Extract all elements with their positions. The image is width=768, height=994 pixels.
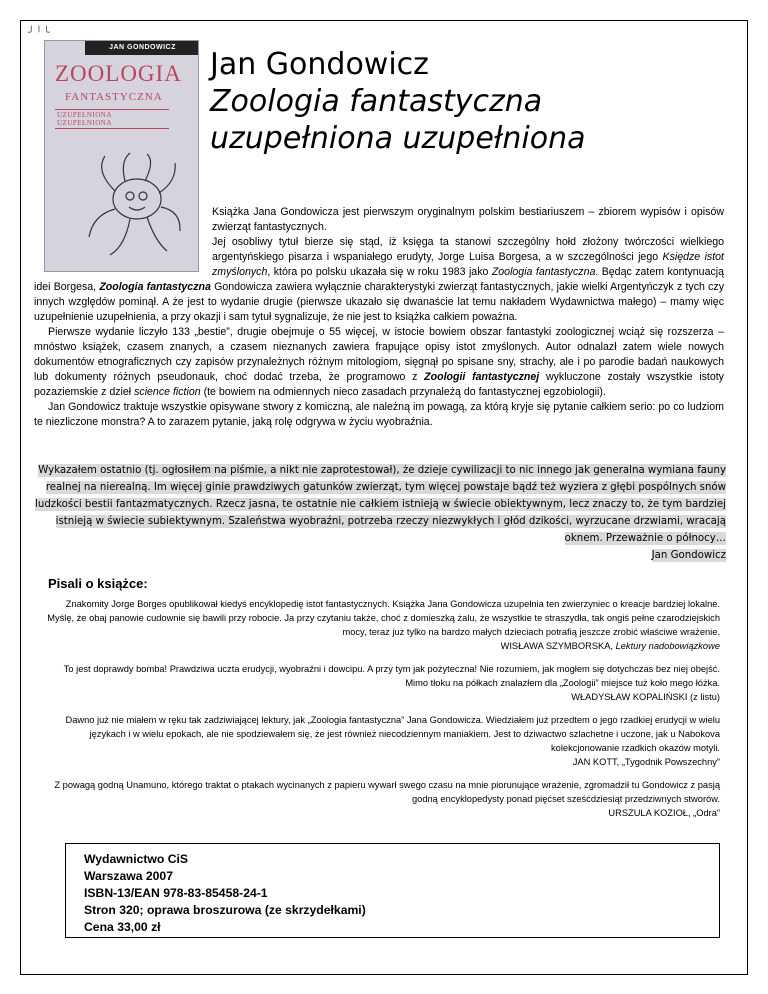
- review-text: To jest doprawdy bomba! Prawdziwa uczta erudycji, wyobraźni i dowcipu. A przy tym jak pożyteczna! Nie rozumiem, jak mogłem się dotychczas bez niej obejść. Mimo tłoku na półkach znalazłem dla „Zoologii” miejsce tuż koło mego łóżka.: [63, 664, 720, 688]
- publisher-price: Cena 33,00 zł: [84, 920, 161, 934]
- paragraph-2: Jej osobliwy tytuł bierze się stąd, iż księga ta stanowi szczególny hołd złożony twórczości wielkiego argentyńskiego pisarza i wspaniałego erudyty, Jorge Luisa Borgesa, a w szczególności jego Księdze istot zmyślonych, która po polsku ukazała się w roku 1983 jako Zoologia fantastyczna. Będąc zatem kontynuacją idei Borgesa, Zoologia fantastyczna Gondowicza zawiera wyłącznie charakterystyki zwierząt fantastycznych, jakie wielki Argentyńczyk z tych czy innych względów pominął. A że jest to wydanie drugie (pierwsze ukazało się dwanaście lat temu nakładem Wydawnictwa małego) – mamy więc uzupełnienie uzupełnienia, a przy okazji i sam tytuł sygnalizuje, że nie jest to książka całkiem poważna.: [34, 236, 725, 323]
- review-author: WŁADYSŁAW KOPALIŃSKI (z listu): [571, 692, 720, 702]
- review-text: Dawno już nie miałem w ręku tak zadziwiającej lektury, jak „Zoologia fantastyczna” Jana Gondowicza. Wiedziałem już przedtem o jego rzadkiej erudycji w wielu językach i w wielu epokach, ale nie spodziewałem się, że jest również niecodziennym maniakiem. Jest to dziwactwo szlachetne i uczone, jak u Nabokova kolekcjonowanie rzadkich okazów motyli.: [65, 715, 720, 753]
- cover-subtitle2: UZUPEŁNIONA UZUPEŁNIONA: [55, 109, 169, 129]
- review-author: WISŁAWA SZYMBORSKA,: [500, 641, 616, 651]
- review-source: Lektury nadobowiązkowe: [615, 641, 720, 651]
- description-text: [34, 205, 724, 430]
- publisher-isbn: ISBN-13/EAN 978-83-85458-24-1: [84, 886, 268, 900]
- review-author: JAN KOTT, „Tygodnik Powszechny”: [572, 757, 720, 767]
- review-text: Z powagą godną Unamuno, którego traktat o ptakach wycinanych z papieru wywarł swego czasu na mnie piorunujące wrażenie, zgromadził tu Gondowicz z pasją godną encyklopedysty ponad pięćset sześćdziesiąt przedziwnych stworów.: [54, 780, 720, 804]
- publisher-place: Warszawa 2007: [84, 869, 173, 883]
- review-item: [40, 713, 720, 769]
- review-item: [40, 597, 720, 653]
- book-author: Jan Gondowicz: [210, 47, 429, 82]
- cover-subtitle: FANTASTYCZNA: [65, 91, 163, 103]
- paragraph-4: Jan Gondowicz traktuje wszystkie opisywane stwory z komiczną, ale należną im powagą, za którą kryje się pytanie całkiem serio: po co ludziom te niezliczone monstra? A to zarazem pytanie, jaką rolę odgrywa w życiu wyobraźnia.: [34, 401, 724, 428]
- reviews-heading: Pisali o książce:: [48, 576, 148, 591]
- review-item: [40, 778, 720, 820]
- cover-band: JAN GONDOWICZ: [85, 41, 199, 55]
- publisher-pages: Stron 320; oprawa broszurowa (ze skrzydełkami): [84, 903, 366, 917]
- paragraph-3: Pierwsze wydanie liczyło 133 „bestie”, drugie obejmuje o 55 więcej, w istocie bowiem obszar fantastyki zoologicznej wciąż się rozszerza – mnóstwo książek, czasem znanych, a czasem nieznanych zawiera frapujące opisy istot zmyślonych. Autor odnalazł zatem wiele nowych dokumentów etnograficznych czy zapisów przynależnych różnym mitologiom, sięgnął po spisane sny, strachy, ale i po parodie badań naukowych lub dokumenty różnych pseudonauk, choć dodać trzeba, że programowo z Zoologii fantastycznej wykluczone zostały wszystkie istoty pozaziemskie z dzieł science fiction (te bowiem na odmiennych nieco zasadach przynależą do fantastycznej egzobiologii).: [34, 326, 724, 398]
- review-author: URSZULA KOZIOŁ, „Odra”: [608, 808, 720, 818]
- author-quote: [34, 462, 726, 564]
- quote-text: Wykazałem ostatnio (tj. ogłosiłem na piśmie, a nikt nie zaprotestował), że dzieje cywilizacji to nic innego jak generalna wymiana fauny realnej na nierealną. Im więcej ginie prawdziwych gatunków zwierząt, tym więcej powstaje bądź też wyziera z głębi pospólnych snów ludzkości bestii fantazmatycznych. Rzecz jasna, te ostatnie nie całkiem istnieją w świecie obiektywnym, lecz znaczy to, że tym bardziej istnieją w świecie subiektywnym. Szaleństwa wyobraźni, potrzeba rzeczy niezwykłych i głód dzikości, wyrzucane drzwiami, wracają oknem. Przeważnie o północy…: [35, 465, 726, 544]
- publisher-info-box: [65, 843, 720, 938]
- paragraph-1: Książka Jana Gondowicza jest pierwszym oryginalnym polskim bestiariuszem – zbiorem wypisów i opisów zwierząt fantastycznych.: [212, 206, 724, 233]
- cover-wrap-spacer: [34, 205, 212, 276]
- corner-mark-icon: ╯╵╰: [28, 27, 51, 39]
- page-heading: [210, 46, 730, 157]
- quote-author: Jan Gondowicz: [651, 550, 726, 561]
- cover-title: ZOOLOGIA: [55, 61, 182, 86]
- publisher-name: Wydawnictwo CiS: [84, 852, 189, 866]
- book-title-line1: Zoologia fantastyczna: [210, 84, 543, 119]
- book-title-line2: uzupełniona uzupełniona: [210, 121, 586, 156]
- review-text: Znakomity Jorge Borges opublikował kiedyś encyklopedię istot fantastycznych. Książka Jana Gondowicza uzupełnia ten zwierzyniec o kreacje bardziej lokalne. Myślę, że obaj panowie cudownie się bawili przy robocie. Ja przy czytaniu także, choć z domieszką żalu, że wszystkie te straszydła, tak ongiś pełne czarodziejskich mocy, teraz już tylko na bardzo małych dzieciach potrafią jeszcze zrobić właściwe wrażenie.: [47, 599, 720, 637]
- review-item: [40, 662, 720, 704]
